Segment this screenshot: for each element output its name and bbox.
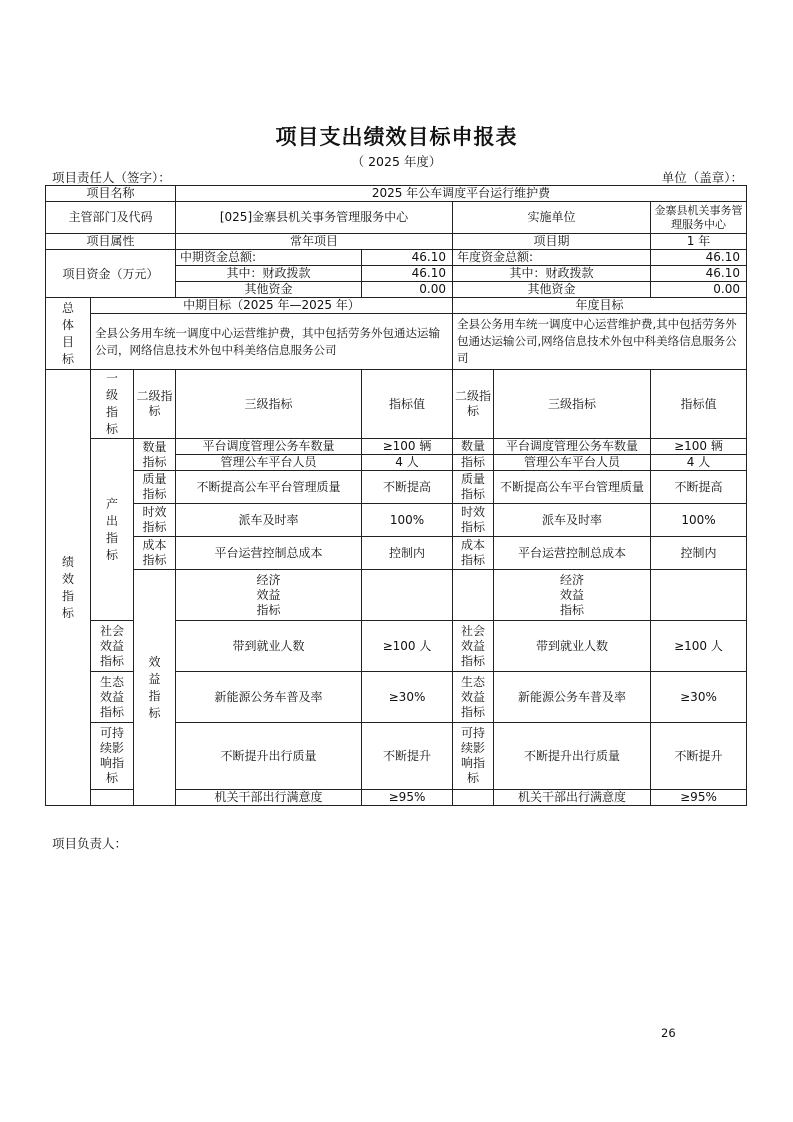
table-cell: [453, 570, 494, 621]
table-cell: 时效 指标: [134, 504, 176, 537]
project-leader-label: 项目负责人：: [52, 836, 128, 851]
mid-fiscal-label: 其中：财政拨款: [176, 266, 362, 282]
table-cell: ≥100 辆: [651, 439, 747, 455]
table-cell: 不断提升: [651, 723, 747, 790]
table-cell: [651, 570, 747, 621]
year-total-label: 年度资金总额:: [453, 250, 651, 266]
table-cell: 生态 效益 指标: [453, 672, 494, 723]
year-fiscal-label: 其中：财政拨款: [453, 266, 651, 282]
table-cell: [362, 570, 453, 621]
table-cell: 指标: [453, 455, 494, 471]
benefit-indicator-label: 效 益 指 标: [134, 570, 176, 806]
table-cell: 派车及时率: [176, 504, 362, 537]
table-cell: 可持 续影 响指 标: [453, 723, 494, 790]
table-cell: ≥95%: [651, 790, 747, 806]
table-cell: 不断提升: [362, 723, 453, 790]
responsible-person-label: 项目责任人（签字）：: [52, 170, 171, 185]
table-cell: 管理公车平台人员: [494, 455, 651, 471]
mid-fiscal-value: 46.10: [362, 266, 453, 282]
impl-unit-value: 金寨县机关事务管理服务中心: [651, 202, 747, 234]
project-name-label: 项目名称: [46, 186, 176, 202]
table-cell: 质量 指标: [453, 471, 494, 504]
table-cell: 生态 效益 指标: [91, 672, 134, 723]
year-total-value: 46.10: [651, 250, 747, 266]
table-cell: 管理公车平台人员: [176, 455, 362, 471]
year-goal-text: 全县公务用车统一调度中心运营维护费,其中包括劳务外包通达运输公司,网络信息技术外包中科美络信息服务公司: [453, 314, 747, 370]
table-cell: 控制内: [651, 537, 747, 570]
unit-seal-label: 单位（盖章）：: [661, 170, 743, 185]
table-cell: 数量 指标: [134, 439, 176, 471]
project-period-label: 项目期: [453, 234, 651, 250]
table-cell: 可持 续影 响指 标: [91, 723, 134, 790]
table-cell: 机关干部出行满意度: [176, 790, 362, 806]
table-cell: 不断提高: [651, 471, 747, 504]
level1-header: 一 级 指 标: [91, 370, 134, 439]
table-cell: 新能源公务车普及率: [494, 672, 651, 723]
project-attr-label: 项目属性: [46, 234, 176, 250]
table-cell: 不断提高: [362, 471, 453, 504]
year-goal-header: 年度目标: [453, 298, 747, 314]
table-cell: [91, 790, 134, 806]
table-cell: 不断提升出行质量: [176, 723, 362, 790]
output-indicator-label: 产 出 指 标: [91, 439, 134, 621]
year-level3-header: 三级指标: [494, 370, 651, 439]
table-cell: 100%: [651, 504, 747, 537]
table-cell: 派车及时率: [494, 504, 651, 537]
dept-label: 主管部门及代码: [46, 202, 176, 234]
table-cell: ≥100 人: [362, 621, 453, 672]
project-period-value: 1 年: [651, 234, 747, 250]
table-cell: 新能源公务车普及率: [176, 672, 362, 723]
table-cell: 不断提高公车平台管理质量: [176, 471, 362, 504]
fiscal-year: （ 2025 年度）: [351, 154, 442, 169]
table-cell: ≥30%: [362, 672, 453, 723]
performance-indicator-label: 绩 效 指 标: [46, 370, 91, 806]
page-number: 26: [661, 1026, 676, 1040]
table-cell: 100%: [362, 504, 453, 537]
mid-other-label: 其他资金: [176, 282, 362, 298]
table-cell: 不断提升出行质量: [494, 723, 651, 790]
table-cell: ≥100 人: [651, 621, 747, 672]
table-cell: 经济 效益 指标: [494, 570, 651, 621]
table-cell: 平台运营控制总成本: [176, 537, 362, 570]
table-cell: [453, 790, 494, 806]
table-cell: 平台调度管理公务车数量: [494, 439, 651, 455]
performance-target-table: [45, 185, 747, 806]
table-cell: 带到就业人数: [176, 621, 362, 672]
impl-unit-label: 实施单位: [453, 202, 651, 234]
mid-goal-header: 中期目标（2025 年—2025 年）: [91, 298, 453, 314]
level3-header: 三级指标: [176, 370, 362, 439]
table-cell: 平台调度管理公务车数量: [176, 439, 362, 455]
year-fiscal-value: 46.10: [651, 266, 747, 282]
table-cell: 社会 效益 指标: [453, 621, 494, 672]
funds-label: 项目资金（万元）: [46, 250, 176, 298]
year-value-header: 指标值: [651, 370, 747, 439]
mid-other-value: 0.00: [362, 282, 453, 298]
value-header: 指标值: [362, 370, 453, 439]
table-cell: 社会 效益 指标: [91, 621, 134, 672]
table-cell: ≥100 辆: [362, 439, 453, 455]
mid-total-label: 中期资金总额:: [176, 250, 362, 266]
table-cell: 数量: [453, 439, 494, 455]
mid-goal-text: 全县公务用车统一调度中心运营维护费，其中包括劳务外包通达运输公司，网络信息技术外包中科美络信息服务公司: [91, 314, 453, 370]
table-cell: 机关干部出行满意度: [494, 790, 651, 806]
table-cell: 4 人: [651, 455, 747, 471]
overall-goal-label: 总 体 目 标: [46, 298, 91, 370]
year-other-label: 其他资金: [453, 282, 651, 298]
table-cell: 成本 指标: [453, 537, 494, 570]
table-cell: ≥30%: [651, 672, 747, 723]
table-cell: 时效 指标: [453, 504, 494, 537]
table-cell: 经济 效益 指标: [176, 570, 362, 621]
project-attr-value: 常年项目: [176, 234, 453, 250]
table-cell: 成本 指标: [134, 537, 176, 570]
page-title: 项目支出绩效目标申报表: [275, 125, 518, 149]
table-cell: 平台运营控制总成本: [494, 537, 651, 570]
project-name-value: 2025 年公车调度平台运行维护费: [176, 186, 747, 202]
table-cell: ≥95%: [362, 790, 453, 806]
mid-total-value: 46.10: [362, 250, 453, 266]
year-other-value: 0.00: [651, 282, 747, 298]
dept-value: [025]金寨县机关事务管理服务中心: [176, 202, 453, 234]
level2-header: 二级指标: [134, 370, 176, 439]
table-cell: 质量 指标: [134, 471, 176, 504]
table-cell: 4 人: [362, 455, 453, 471]
table-cell: 带到就业人数: [494, 621, 651, 672]
table-cell: 控制内: [362, 537, 453, 570]
table-cell: 不断提高公车平台管理质量: [494, 471, 651, 504]
year-level2-header: 二级指标: [453, 370, 494, 439]
